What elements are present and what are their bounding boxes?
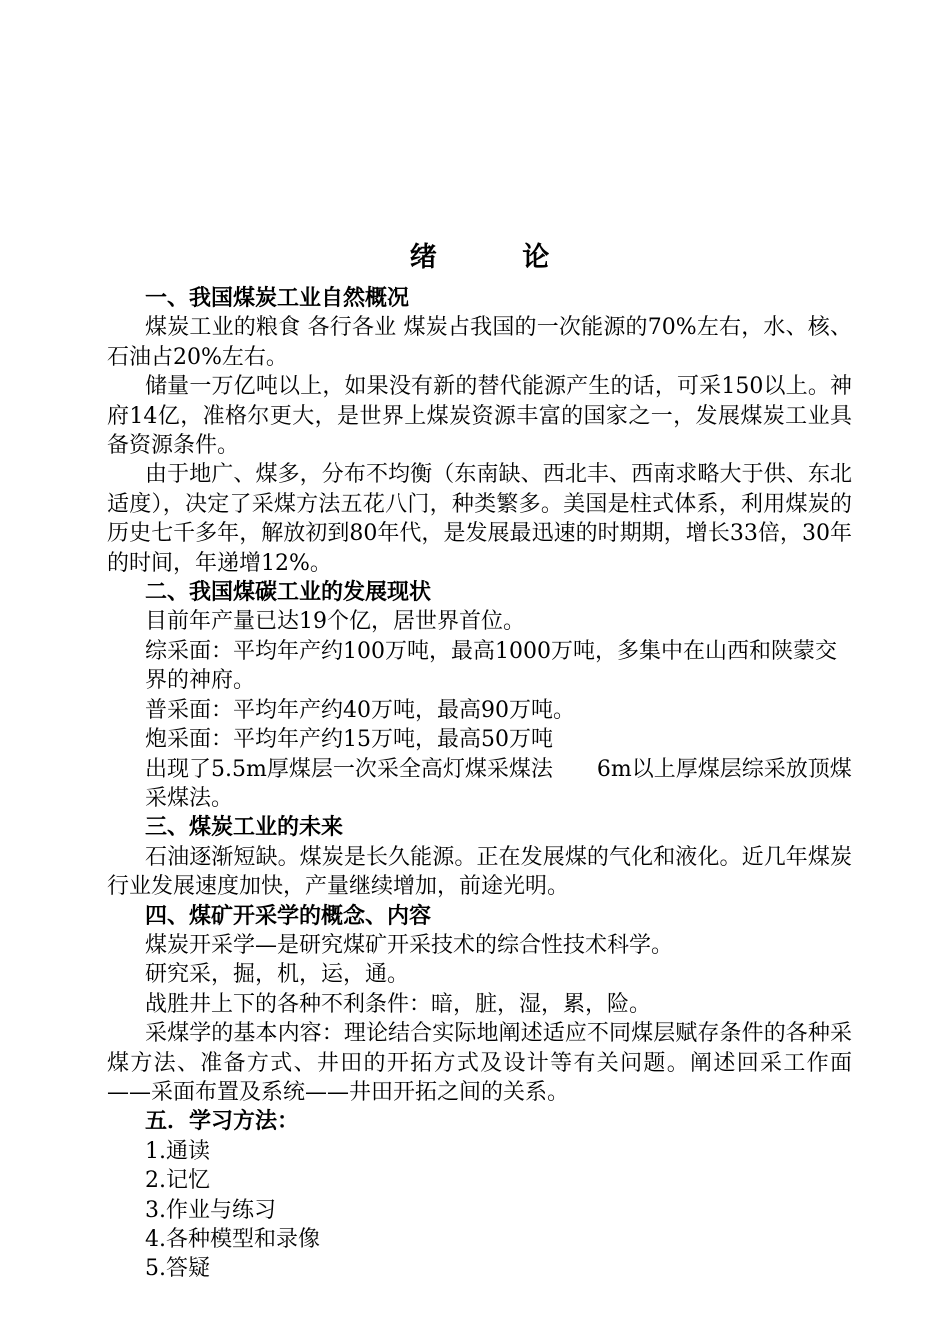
section-heading: 一、我国煤炭工业自然概况 [145,286,410,311]
list-item: 普采面：平均年产约40万吨，最高90万吨。 [145,697,575,723]
section-heading: 二、我国煤碳工业的发展现状 [145,580,432,606]
paragraph: 采煤学的基本内容：理论结合实际地阐述适应不同煤层赋存条件的各种采煤方法、准备方式、井田的开拓方式及设计等有关问题。阐述回采工作面——采面布置及系统——井田开拓之间的关系。 [107,1021,852,1105]
list-item: 出现了5.5m厚煤层一次采全高灯煤采煤法 6m以上厚煤层综采放顶煤采煤法。 [145,756,852,811]
section-heading: 四、煤矿开采学的概念、内容 [145,903,432,929]
paragraph: 储量一万亿吨以上，如果没有新的替代能源产生的话，可采150以上。神府14亿，准格尔更大，是世界上煤炭资源丰富的国家之一，发展煤炭工业具备资源条件。 [107,374,852,459]
list-item: 4.各种模型和录像 [145,1227,320,1252]
list-item: 2.记忆 [145,1168,210,1194]
paragraph: 煤炭工业的粮食 各行各业 煤炭占我国的一次能源的70%左右，水、核、石油占20%左右。 [107,315,852,370]
paragraph: 由于地广、煤多，分布不均衡（东南缺、西北丰、西南求略大于供、东北适度），决定了采煤方法五花八门，种类繁多。美国是柱式体系，利用煤炭的历史七千多年，解放初到80年代，是发展最迅速的时期期，增长33倍，30年的时间，年递增12%。 [107,462,852,576]
list-item: 3.作业与练习 [145,1197,276,1223]
section-heading: 三、煤炭工业的未来 [145,815,344,841]
document-page [107,232,852,1284]
list-item: 综采面：平均年产约100万吨，最高1000万吨，多集中在山西和陕蒙交界的神府。 [145,638,837,694]
section-heading: 五．学习方法： [145,1109,300,1135]
list-item: 炮采面：平均年产约15万吨，最高50万吨 [145,727,553,753]
list-item: 煤炭开采学—是研究煤矿开采技术的综合性技术科学。 [145,932,674,958]
list-item: 研究采，掘，机，运，通。 [145,962,410,988]
list-item: 1.通读 [145,1138,210,1164]
list-item: 战胜井上下的各种不利条件：暗，脏，湿，累，险。 [145,991,652,1017]
page-title: 绪 论 [409,242,588,273]
paragraph: 石油逐渐短缺。煤炭是长久能源。正在发展煤的气化和液化。近几年煤炭行业发展速度加快，产量继续增加，前途光明。 [107,844,852,900]
list-item: 5.答疑 [145,1256,210,1282]
list-item: 目前年产量已达19个亿，居世界首位。 [145,609,525,635]
